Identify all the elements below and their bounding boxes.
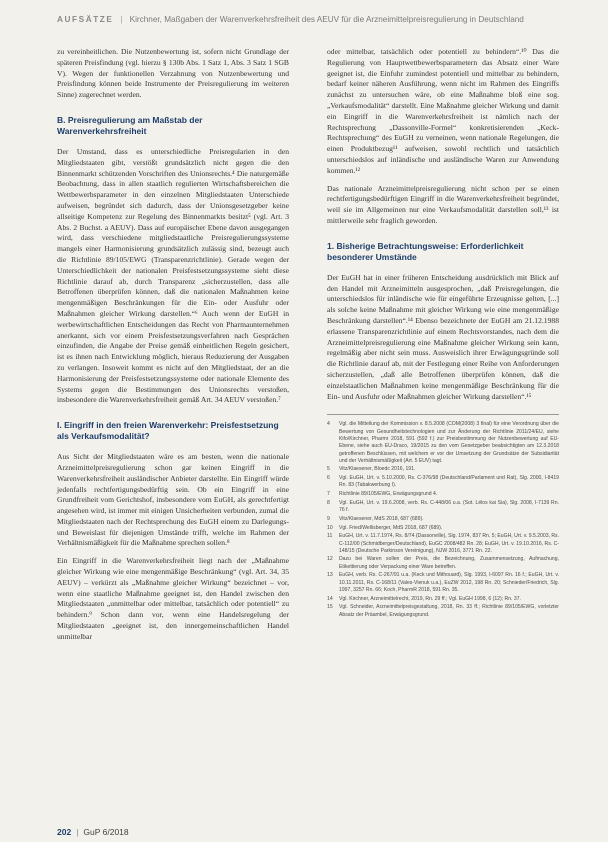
running-header [57,14,557,26]
footnote-number: 9 [327,515,330,522]
footnote [327,556,559,571]
footnote [327,500,559,515]
footnote-text: Vitz/Klaesener, Bloedc 2016, 191. [339,466,416,473]
footnote-text: Vgl. Fried/Wellisberger, MdS 2018, 687 (689). [339,524,443,531]
page-number: 202 [57,827,72,837]
footnote-number: 11 [327,533,333,540]
footnote-text: Vgl. EuGH, Urt. v. 19.6.2008, verb. Rs. C-448/06 u.a. (Sot. Lélos kai Sia), Slg. 2008, I-7139 Rn. 76 f. [339,499,559,514]
paragraph-i2: Ein Eingriff in die Warenverkehrsfreiheit liegt nach der „Maßnahme gleicher Wirkung wie eine mengenmäßige Beschränkung“ (vgl. Art. 34, 35 AEUV) – verkürzt als „Maßnahme gleicher Wirkung“ bezeichnet – vor, wenn eine staatliche Maßnahme geeignet ist, den Handel zwischen den Mitgliedstaaten „unmittelbar oder mittelbar, tatsächlich oder potentiell“ zu behindern.⁹ Schon dann vor, wenn eine Handelsregelung der Mitgliedstaaten „geeignet ist, den innergemeinschaftlichen Handel unmittelbar [57,556,289,641]
footnote-number: 4 [327,421,330,428]
right-column [327,47,559,625]
section-heading-1: 1. Bisherige Betrachtungsweise: Erforderlichkeit besonderer Umstände [327,240,524,262]
footnote [327,596,559,603]
footnote-number: 5 [327,466,330,473]
footnote [327,421,559,465]
section-heading-i: I. Eingriff in den freien Warenverkehr: Preisfestsetzung als Verkaufsmodalität? [57,420,279,442]
footnote-number: 10 [327,524,333,531]
footnote-text: Vgl. EuGH, Urt. v. 5.10.2000, Rs. C-376/98 (Deutschland/Parlament und Rat), Slg. 2000, I-8419 Rn. 83 (Tabakwerbung I). [339,475,559,489]
footnote-text: Vitz/Klaesener, MdS 2018, 687 (689). [339,515,424,522]
footnote-text: EuGH, verb. Rs. C-267/91 u.a. (Keck und Mithouard), Slg. 1993, I-6097 Rn. 16 f.; EuGH, Urt. v. 10.11.2011, Rs. C-168/11 (Vales-Vienuk u.a.), EuZW 2012, 198 Rn. 20; Schnieder/Friedrich, Slg. 1997, 3257 Rn. 66; Koch, PharmR 2018, 591 Rn. 35. [339,572,559,594]
article-running-title: Kirchner, Maßgaben der Warenverkehrsfreiheit des AEUV für die Arzneimittelpreisregulierung in Deutschland [129,15,524,24]
footnote-text: Vgl. Kirchner, Arzneimittelrecht, 2019, Rn. 29 ff.; Vgl. EuGH 1998, 6 (12); Rn. 37. [339,595,521,602]
footnote-number: 8 [327,499,330,506]
footnote-number: 13 [327,572,333,579]
footnote-number: 6 [327,475,330,482]
footnote-text: Vgl. die Mitteilung der Kommission v. 8.5.2008 (COM(2008) 3 final) für eine Verordnung über die Bewertung von Gesundheitstechnologien und zur Änderung der Richtlinie 2011/24/EU, siehe Kifo/Kirchner, Pharmr 2018, 591 (592 f.) zur Preisbestimmung der Nutzenbewertung auf EU-Ebene, siehe auch EU-Draco, 19/2015 zu den vom Gesetzgeber beabsichtigten am 12.3.2018 getroffenen Beschlüssen, mit welchem er vor der Umsetzung der Grundsätze der Subsidiarität und der Verhältnismäßigkeit (Art. 5 EUV) tagt. [339,421,559,464]
footnote [327,475,559,490]
paragraph-b1: Der Umstand, dass es unterschiedliche Preisregularien in den Mitgliedstaaten gibt, verstößt grundsätzlich nicht gegen die den Binnenmarkt schützenden Vorschriften des Unionsrechts.⁴ Die naturgemäße Beobachtung, dass in allen staatlich regulierten Wirtschaftsbereichen die Wettbewerbsparameter in den einzelnen Mitgliedstaaten Unterschiede aufweisen, begründet sich dadurch, dass der Unionsgesetzgeber keine allseitige Kompetenz zur Regelung des Binnenmarkts besitzt⁵ (vgl. Art. 3 Abs. 2 Buchst. a AEUV). Dass auf europäischer Ebene davon ausgegangen wird, dass verschiedene mitgliedstaatliche Preisregulierungssysteme mangels einer Harmonisierung grundsätzlich zulässig sind, bezeugt auch die Richtlinie 89/105/EWG (Transparenzrichtlinie). Gerade wegen der Unterschiedlichkeit der nationalen Preisfestsetzungssysteme sieht diese Richtlinie darauf ab, durch Transparenz „sicherzustellen, dass alle Betroffenen überprüfen können, daß die nationalen Maßnahmen keine mengenmäßigen Beschränkungen für die Ein- oder Ausfuhr oder Maßnahmen gleicher Wirkung darstellen.“⁶ Auch wenn der EuGH in werbewirtschaftlichen Entscheidungen das Recht von Pharmaunternehmen anerkannt, sich vor einem Preisfestsetzungsverfahren nach Gesprächen einzufinden, die Angabe der Preise gemäß einheitlichen Regeln gesichert, ist es ihnen nach Entwicklung möglich, hieraus Reduzierung der Ausgaben zu verlangen. Insoweit kommt es nicht auf den Mitgliedstaat, der an die Harmonisierung der Preisfestsetzungssysteme oder nationale Elemente des Systems gegen die Bestimmungen des Unionsrechts verstoßen, insbesondere die Warenverkehrsfreiheit gemäß Art. 34 AEUV verstoßen.⁷ [57,146,289,405]
section-label: AUFSÄTZE [57,15,114,24]
footer-separator: | [76,827,79,837]
footnote-number: 7 [327,491,330,498]
footnote-number: 15 [327,604,333,611]
footnote-text: Dazu bei Waren sollen der Preis, die Bezeichnung, Zusammensetzung, Aufmachung, Etikettierung oder Verpackung einer Ware betreffen. [339,556,559,570]
footnote-text: EuGH, Urt. v. 11.7.1974, Rs. 8/74 (Dassonville), Slg. 1974, 837 Rn. 5; EuGH, Urt. v. 9.5.2003, Rs. C-112/00 (Schmidberger/Deutschland), EuGC 2008/482 Rn. 28; EuGH, Urt. v. 19.10.2016, Rs. C-148/15 (Deutsche Parkinson Vereinigung), NJW 2016, 3771 Rn. 22. [339,533,559,554]
footnote-number: 12 [327,556,333,563]
left-column [57,47,289,650]
paragraph-r3: Der EuGH hat in einer früheren Entscheidung ausdrücklich mit Blick auf den Handel mit Arzneimitteln ausgesprochen, „daß Preisregelungen, die unterschiedslos für inländische wie für eingeführte Erzeugnisse gelten, [...] als solche keine Maßnahme mit gleicher Wirkung wie eine mengenmäßige Beschränkung darstellen“.¹⁴ Ebenso bezeichnete der EuGH am 21.12.1988 erlassene Transparenzrichtlinie auf einem Rechtsvorstandes, nach dem die Arzneimittelpreisregulierung eine Maßnahme gleicher Wirkung sein kann, regelmäßig aber nicht sein muss. Ausweislich ihrer Erwägungsgründe soll die Richtlinie darauf ab, mit der Festlegung einer Reihe von Anforderungen sicherzustellen, „daß alle Betroffenen überprüfen können, daß die einzelstaatlichen Maßnahmen keine mengenmäßige Beschränkung für die Ein- und Ausfuhr oder Maßnahmen gleicher Wirkung darstellen“.¹⁵ [327,272,559,401]
footnote [327,533,559,555]
section-heading-b: B. Preisregulierung am Maßstab der Warenverkehrsfreiheit [57,114,203,136]
footnote-number: 14 [327,595,333,602]
page-footer [57,826,129,838]
paragraph-r2: Das nationale Arzneimittelpreisregulierung nicht schon per se einen rechtfertigungsbedürftigen Eingriff in die Warenverkehrsfreiheit begründet, weil sie im Allgemeinen nur eine Verkaufsmodalität darstellen soll,¹³ ist mittlerweile sehr fraglich geworden. [327,183,559,225]
footnote [327,604,559,619]
footnote [327,525,559,532]
footnote [327,516,559,523]
paragraph-r1: oder mittelbar, tatsächlich oder potentiell zu behindern“.¹⁰ Das die Regulierung von Hauptwettbewerbsparametern das Absatz einer Ware geeignet ist, die Einfuhr zumindest potentiell und mittelbar zu behindern, bedarf keiner näheren Ausführung, wenn nicht im Rahmen des Eingriffs zunächst zu untersuchen wäre, ob eine Maßnahme bloß eine sog. „Verkaufsmodalität“ darstellt. Eine Maßnahme gleicher Wirkung und damit ein Eingriff in die Warenverkehrsfreiheit ist nämlich nach der Rechtsprechung „Dassonville-Formel“ konkretisierenden „Keck-Rechtsprechung“ des EuGH zu verneinen, wenn nationale Regelungen, die einen Produktbezug¹¹ aufweisen, sowohl rechtlich und tatsächlich unterschiedslos auf inländische und ausländische Waren zur Anwendung kommen.¹² [327,47,559,175]
header-separator: | [120,15,123,24]
footnote [327,466,559,473]
journal-issue: GuP 6/2018 [83,827,129,837]
paragraph-i1: Aus Sicht der Mitgliedstaaten wäre es am besten, wenn die nationale Arzneimittelpreisregulierung schon gar keinen Eingriff in die Warenverkehrsfreiheit ausländischer Anbieter darstellte. Ein Eingriff würde jedenfalls rechtfertigungsbedürftig sein. Ob ein Eingriff in eine Grundfreiheit vom Gerichtshof, insbesondere vom EuGH, als gerechtfertigt angesehen wird, ist immer mit einigen Unsicherheiten verbunden, zumal die Mitgliedstaaten nach der Rechtsprechung des EuGH einem zu Darlegungs- und Beweislast für diejenigen Umstände trifft, welche im Rahmen der Verhältnismäßigkeit für die Maßnahme sprechen sollen.⁸ [57,452,289,548]
intro-paragraph: zu vereinheitlichen. Die Nutzenbewertung ist, sofern nicht Grundlage der späteren Preisfindung (vgl. hierzu § 130b Abs. 1 Satz 1, Abs. 3 Satz 1 SGB V). Wegen der funktionellen Verzahnung von Nutzenbewertung und Preisfindung können beide Instrumente der Preisregulierung im weiteren Sinne) zugerechnet werden. [57,47,289,100]
footnote [327,491,559,498]
footnotes [327,414,559,623]
footnote-text: Vgl. Schneider, Arzneimittelpreisgestaltung, 2018, Rn. 33 ff.; Richtlinie 89/105/EWG, vorletzter Absatz der Präambel, Erwägungsgrund. [339,604,559,618]
footnote-text: Richtlinie 89/105/EWG, Erwägungsgrund 4. [339,491,438,498]
footnote [327,572,559,594]
